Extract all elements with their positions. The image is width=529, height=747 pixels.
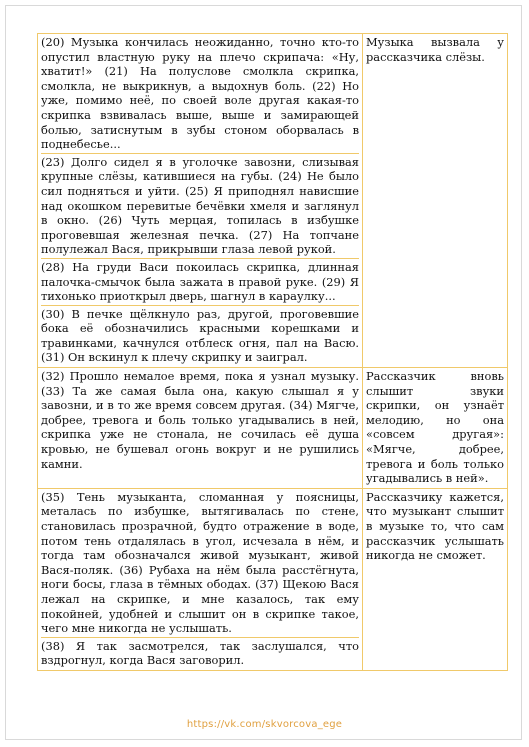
note-cell: Рассказчик вновь слышит звуки скрипки, он узнаёт мелодию, но она «совсем другая»: «Мягче, добрее, тревога и боль только угадывались в ней». (363, 368, 508, 489)
text-cell (38, 368, 363, 489)
footer-link[interactable]: https://vk.com/skvorcova_ege (186, 719, 343, 730)
text-paragraph: (35) Тень музыканта, сломанная у поясницы, металась по избушке, вытягивалась по стене, становилась прозрачной, будто отражение в воде, потом тень отдалялась в угол, исчезала в нём, и тогда там обозначался живой музыкант, живой Вася-поляк. (36) Рубаха на нём была расстёгнута, ноги босы, глаза в тёмных ободах. (37) Щекою Вася лежал на скрипке, и мне казалось, так ему покойней, удобней и слышит он в скрипке такое, чего мне никогда не услышать. (41, 489, 359, 636)
table-row (38, 488, 508, 670)
text-cell (38, 488, 363, 670)
note-cell: Музыка вызвала у рассказчика слёзы. (363, 34, 508, 368)
page-sheet (5, 5, 522, 740)
table-row (38, 34, 508, 368)
analysis-table (37, 33, 508, 671)
table-row (38, 368, 508, 489)
text-paragraph: (32) Прошло немалое время, пока я узнал музыку. (33) Та же самая была она, какую слышал я у завозни, и в то же время совсем другая. (34) Мягче, добрее, тревога и боль только угадывались в ней, скрипка уже не стонала, не сочилась её душа кровью, не бушевал огонь вокруг и не рушились камни. (41, 369, 359, 471)
text-paragraph: (38) Я так засмотрелся, так заслушался, что вздрогнул, когда Вася заговорил. (41, 638, 359, 668)
text-paragraph: (30) В печке щёлкнуло раз, другой, проговевшие бока её обозначились красными корешками и травинками, качнулся отблеск огня, пал на Васю. (31) Он вскинул к плечу скрипку и заиграл. (41, 306, 359, 365)
text-paragraph: (23) Долго сидел я в уголочке завозни, слизывая крупные слёзы, катившиеся на губы. (24) Не было сил подняться и уйти. (25) Я приподнял нависшие над окошком перевитые бечёвки хмеля и заглянул в окно. (26) Чуть мерцая, топилась в избушке проговевшая железная печка. (27) На топчане полулежал Вася, прикрывши глаза левой рукой. (41, 154, 359, 257)
text-paragraph: (28) На груди Васи покоилась скрипка, длинная палочка-смычок была зажата в правой руке. (29) Я тихонько приоткрыл дверь, шагнул в караулку... (41, 259, 359, 304)
text-paragraph: (20) Музыка кончилась неожиданно, точно кто-то опустил властную руку на плечо скрипача: «Ну, хватит!» (21) На полуслове смолкла скрипка, смолкла, не выкрикнув, а выдохнув боль. (22) Но уже, помимо неё, по своей воле другая какая-то скрипка взвивалась выше, выше и замирающей болью, затиснутым в зубы стоном оборвалась в поднебесье... (41, 35, 359, 152)
note-cell: Рассказчику кажется, что музыкант слышит в музыке то, что сам рассказчик услышать никогда не сможет. (363, 488, 508, 670)
text-cell (38, 34, 363, 368)
